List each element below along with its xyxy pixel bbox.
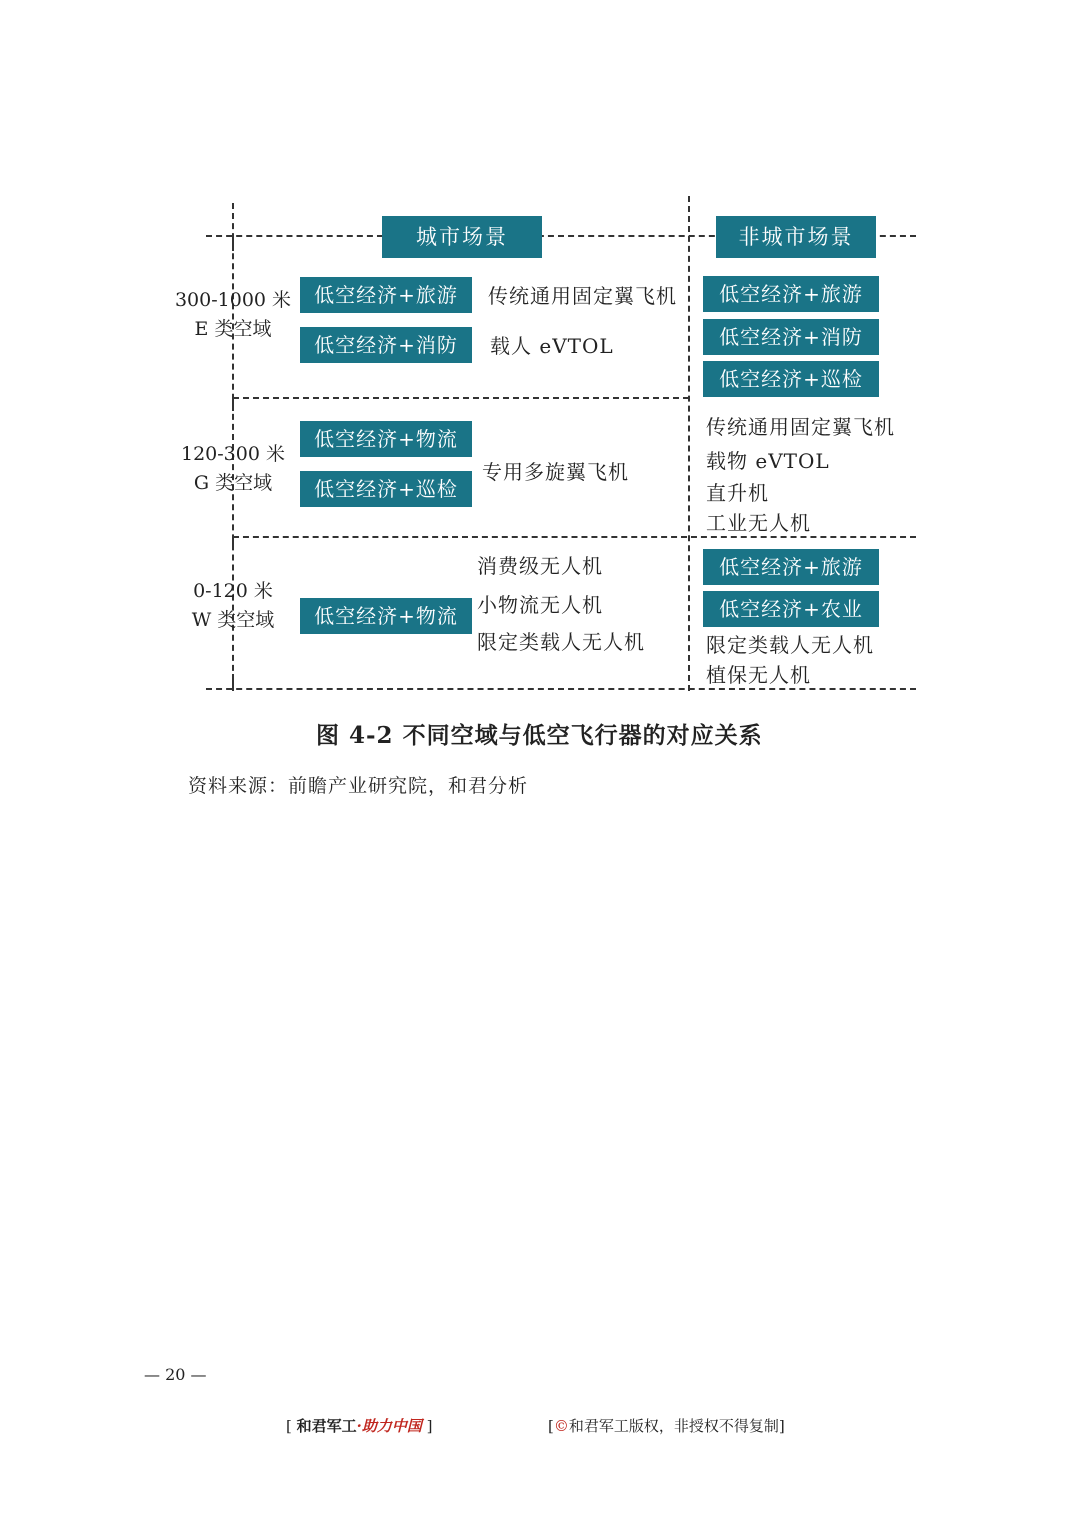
row-e-urban-aircraft-evtol: 载人 eVTOL — [490, 334, 614, 358]
row-w-nonurban-box-agriculture: 低空经济+农业 — [703, 591, 879, 627]
row-e-altitude: 300-1000 米 — [174, 289, 292, 311]
figure-caption: 图 4-2 不同空域与低空飞行器的对应关系 — [316, 722, 763, 749]
middle-dashed-divider — [688, 196, 690, 691]
row-w-nonurban-aircraft-limited-crewed-drone: 限定类载人无人机 — [706, 633, 874, 657]
top-tick — [232, 235, 234, 251]
row-g-nonurban-aircraft-fixed-wing: 传统通用固定翼飞机 — [706, 415, 895, 439]
row-w-urban-box-logistics: 低空经济+物流 — [300, 598, 472, 634]
row-divider-1 — [233, 397, 689, 399]
page-number: — 20 — — [144, 1365, 207, 1384]
row-g-class: G 类空域 — [193, 472, 273, 494]
footer-right — [548, 1415, 785, 1436]
row-g-nonurban-aircraft-helicopter: 直升机 — [706, 481, 769, 505]
row-g-altitude: 120-300 米 — [181, 443, 285, 465]
row-e-class: E 类空域 — [194, 318, 272, 340]
row-e-urban-box-tourism: 低空经济+旅游 — [300, 277, 472, 313]
row-divider-2-tick — [232, 536, 234, 550]
urban-scene-header: 城市场景 — [382, 216, 542, 258]
row-e-nonurban-box-firefighting: 低空经济+消防 — [703, 319, 879, 355]
row-divider-2 — [233, 536, 916, 538]
footer-right-open-bracket: [ — [548, 1417, 554, 1435]
non-urban-scene-header: 非城市场景 — [716, 216, 876, 258]
row-w-nonurban-box-tourism: 低空经济+旅游 — [703, 549, 879, 585]
row-e-urban-box-firefighting: 低空经济+消防 — [300, 327, 472, 363]
footer-dot: · — [356, 1417, 362, 1435]
row-e-nonurban-box-inspection: 低空经济+巡检 — [703, 361, 879, 397]
row-w-altitude: 0-120 米 — [193, 580, 273, 602]
row-divider-1-tick — [232, 397, 234, 411]
footer-left-close-bracket: ] — [421, 1417, 433, 1435]
data-source: 资料来源：前瞻产业研究院，和君分析 — [188, 775, 529, 797]
copyright-icon: © — [553, 1417, 569, 1435]
row-g-urban-box-logistics: 低空经济+物流 — [300, 421, 472, 457]
footer-left — [286, 1415, 433, 1436]
row-g-nonurban-aircraft-industrial-drone: 工业无人机 — [706, 511, 811, 535]
bottom-dashed-line — [206, 688, 916, 690]
row-w-urban-aircraft-small-logistics-drone: 小物流无人机 — [477, 593, 603, 617]
row-g-urban-aircraft-multirotor: 专用多旋翼飞机 — [482, 460, 629, 484]
row-w-urban-aircraft-consumer-drone: 消费级无人机 — [477, 554, 603, 578]
row-w-nonurban-aircraft-crop-protection-drone: 植保无人机 — [706, 663, 811, 687]
row-g-urban-box-inspection: 低空经济+巡检 — [300, 471, 472, 507]
row-w-class: W 类空域 — [191, 609, 275, 631]
row-g-nonurban-aircraft-cargo-evtol: 载物 eVTOL — [706, 449, 830, 473]
row-e-urban-aircraft-fixed-wing: 传统通用固定翼飞机 — [488, 284, 677, 308]
footer-slogan: 助力中国 — [361, 1417, 422, 1435]
row-e-nonurban-box-tourism: 低空经济+旅游 — [703, 276, 879, 312]
footer-left-open-bracket: [ — [286, 1417, 297, 1435]
footer-brand: 和君军工 — [296, 1417, 357, 1435]
row-w-urban-aircraft-limited-crewed-drone: 限定类载人无人机 — [477, 630, 645, 654]
footer-copyright-text: 和君军工版权，非授权不得复制] — [568, 1417, 785, 1435]
bottom-tick — [232, 674, 234, 690]
